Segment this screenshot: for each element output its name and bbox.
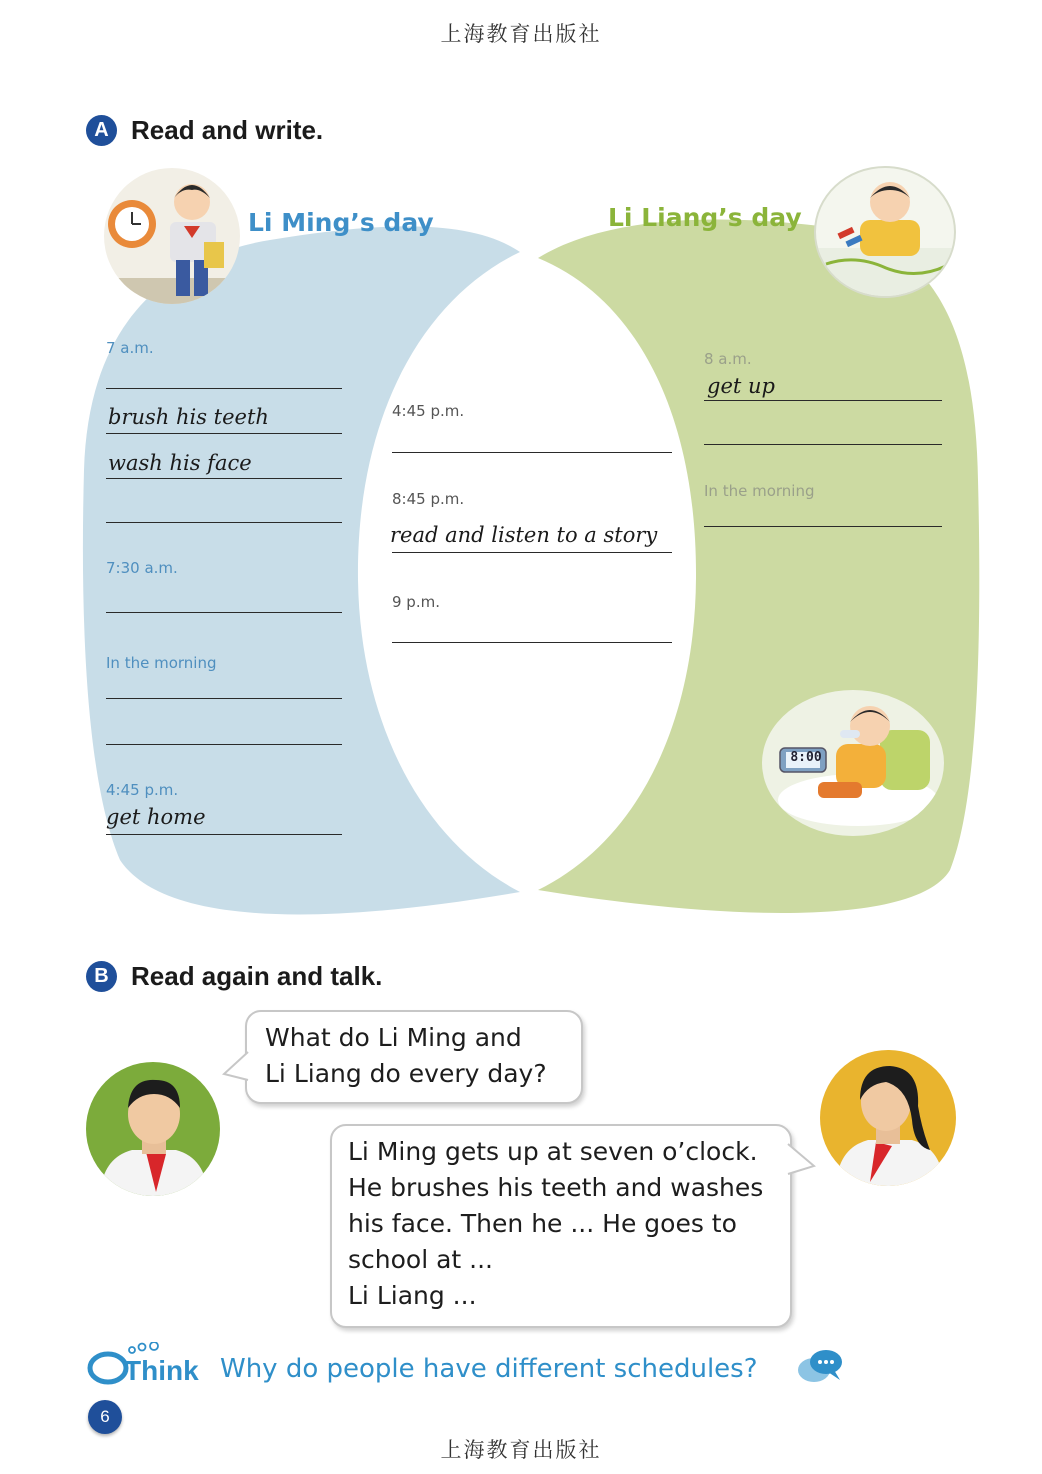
bubble1-tail [222,1050,250,1084]
speech-bubble-answer [330,1124,792,1328]
answer-line[interactable] [704,526,942,527]
boy-with-clock-icon [104,168,240,304]
answer-line[interactable] [392,452,672,453]
boy-student-icon [86,1062,220,1196]
girl-student-icon [820,1050,956,1186]
section-b-title: Read again and talk. [131,961,383,991]
answer-line[interactable] [106,478,342,479]
bubble2-line-3: his face. Then he ... He goes to [348,1209,737,1238]
boy-photo [86,1062,220,1196]
li-ming-answer-1: brush his teeth [108,405,269,429]
answer-line[interactable] [704,444,942,445]
li-ming-day-title: Li Ming’s day [248,208,434,237]
bubble2-line-4: school at ... [348,1245,494,1274]
speech-bubble-question [245,1010,583,1104]
answer-line[interactable] [106,388,342,389]
middle-time-1: 4:45 p.m. [392,402,465,420]
girl-photo [820,1050,956,1186]
li-ming-time-3: In the morning [106,654,217,672]
middle-answer-1: read and listen to a story [390,523,658,547]
answer-line[interactable] [106,698,342,699]
bubble2-line-2: He brushes his teeth and washes [348,1173,764,1202]
li-liang-time-1: 8 a.m. [704,350,752,368]
li-liang-answer-1: get up [707,374,775,398]
middle-time-2: 8:45 p.m. [392,490,465,508]
answer-line[interactable] [392,552,672,553]
think-logo-icon [86,1342,214,1388]
publisher-footer: 上海教育出版社 [440,1438,602,1462]
li-ming-answer-3: get home [106,805,206,829]
section-a-badge: A [86,115,117,146]
middle-time-3: 9 p.m. [392,593,440,611]
section-a-title: Read and write. [131,115,324,145]
li-liang-avatar [814,166,956,298]
li-liang-day-title: Li Liang’s day [608,203,802,232]
answer-line[interactable] [106,612,342,613]
bubble2-line-1: Li Ming gets up at seven o’clock. [348,1137,758,1166]
boy-drawing-icon [816,168,954,296]
li-ming-answer-2: wash his face [108,451,252,475]
think-label: Think [124,1355,199,1386]
chat-bubble-icon [794,1346,846,1388]
publisher-header: 上海教育出版社 [440,22,602,46]
answer-line[interactable] [704,400,942,401]
boy-waking-up-illustration [762,690,944,836]
li-ming-avatar [104,168,240,304]
answer-line[interactable] [392,642,672,643]
bubble2-line-5: Li Liang ... [348,1281,477,1310]
answer-line[interactable] [106,522,342,523]
answer-line[interactable] [106,834,342,835]
bubble1-line-1: What do Li Ming and [265,1023,522,1052]
li-ming-time-2: 7:30 a.m. [106,559,178,577]
section-b-badge: B [86,961,117,992]
think-question: Why do people have different schedules? [220,1354,758,1384]
answer-line[interactable] [106,433,342,434]
bubble1-line-2: Li Liang do every day? [265,1059,547,1088]
section-b-heading [86,961,382,992]
page-number: 6 [88,1400,122,1434]
li-liang-time-2: In the morning [704,482,815,500]
answer-line[interactable] [106,744,342,745]
li-ming-time-4: 4:45 p.m. [106,781,179,799]
alarm-clock-display: 8:00 [790,750,822,765]
bubble2-tail [786,1142,816,1178]
li-ming-time-1: 7 a.m. [106,339,154,357]
